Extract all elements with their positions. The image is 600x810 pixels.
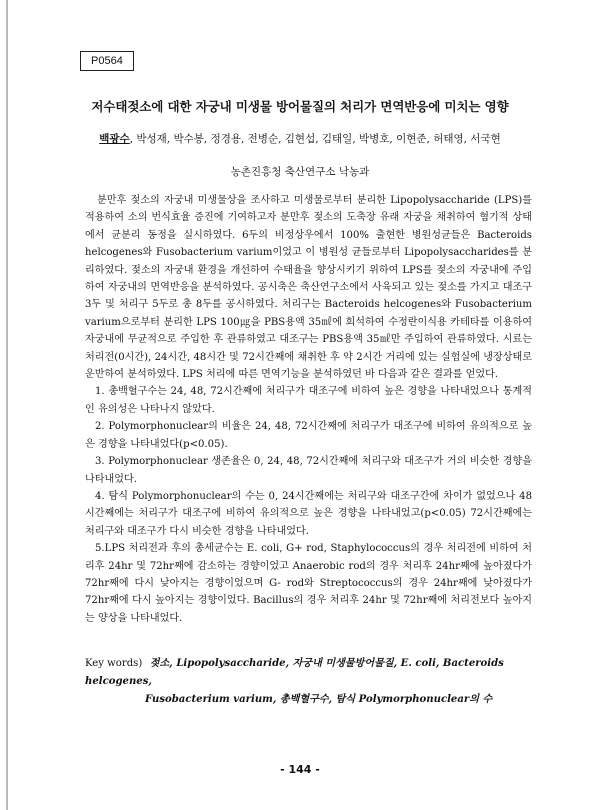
page-number: - 144 - [280,763,320,776]
keywords-line-1: 젖소, Lipopolysaccharide, 자궁내 미생물방어물질, E. coli, Bacteroids helcogenes, [85,658,504,687]
affiliation: 농촌진흥청 축산연구소 낙농과 [230,166,370,178]
result-item-5: 5.LPS 처리전과 후의 총세균수는 E. coli, G+ rod, Staphylococcus의 경우 처리전에 비하여 처리후 24hr 및 72hr째에 감소하는 경향이었고 Anaerobic rod의 경우 처리후 24hr째에 높아졌다가 72hr째에 다시 낮아지는 경향이었으며 G- rod와 Streptococcus의 경우 24hr째에 낮아졌다가 72hr째에 다시 높아지는 경향이었다. Bacillus의 경우 처리후 24hr 및 72hr째에 처리전보다 높아지는 양상을 나타내었다. [85,543,532,624]
keywords-label: Key words) [85,658,143,669]
keywords [85,655,532,709]
result-item-2: 2. Polymorphonuclear의 비율은 24, 48, 72시간째에 처리구가 대조구에 비하여 유의적으로 높은 경향을 나타내었다(p<0.05). [85,421,532,450]
abstract-body [85,192,532,627]
result-item-3: 3. Polymorphonuclear 생존율은 0, 24, 48, 72시간째에 처리구와 대조구가 거의 비슷한 경향을 나타내었다. [85,456,532,485]
result-item-4: 4. 탐식 Polymorphonuclear의 수는 0, 24시간째에는 처리구와 대조구간에 차이가 없었으나 48시간째에는 처리구가 대조구에 비하여 유의적으로 높은 경향을 나타내었고(p<0.05) 72시간째에는 처리구와 대조구가 다시 비슷한 경향을 나타내었다. [85,490,532,537]
abstract-code-box: P0564 [80,51,134,71]
co-authors: , 박성재, 박수봉, 정경용, 전병순, 김현섭, 김태일, 박병호, 이현준, 허태영, 서국현 [129,133,501,145]
keywords-line-2: Fusobacterium varium, 총백혈구수, 탐식 Polymorphonuclear의 수 [145,694,493,705]
page-edge-border [6,0,8,810]
presenting-author: 백광수 [99,133,130,145]
paper-title: 저수태젖소에 대한 자궁내 미생물 방어물질의 처리가 면역반응에 미치는 영향 [91,99,509,114]
result-item-1: 1. 총백혈구수는 24, 48, 72시간째에 처리구가 대조구에 비하여 높은 경향을 나타내었으나 통계적인 유의성은 나타나지 않았다. [85,386,532,415]
intro-paragraph: 분만후 젖소의 자궁내 미생물상을 조사하고 미생물로부터 분리한 Lipopolysaccharide (LPS)를 적용하여 소의 번식효율 증진에 기여하고자 분만후 젖소의 도축장 유래 자궁을 채취하여 혐기적 상태에서 균분리 동정을 실시하였다. 6두의 비정상우에서 100% 출현한 병원성균들은 Bacteroids helcogenes와 Fusobacterium varium이었고 이 병원성 균들로부터 Lipopolysaccharides를 분리하였다. 젖소의 자궁내 환경을 개선하여 수태율을 향상시키기 위하여 LPS를 젖소의 자궁내에 주입하여 자궁내의 면역반응을 분석하였다. 공시축은 축산연구소에서 사육되고 있는 젖소를 가지고 대조구 3두 및 처리구 5두로 총 8두를 공시하였다. 처리구는 Bacteroids helcogenes와 Fusobacterium varium으로부터 분리한 LPS 100㎍을 PBS용액 35㎖에 희석하여 수정란이식용 카테타를 이용하여 자궁내에 무균적으로 주입한 후 관류하였고 대조구는 PBS용액 35㎖만 주입하여 관류하였다. 시료는 처리전(0시간), 24시간, 48시간 및 72시간째에 채취한 후 약 2시간 거리에 있는 실험실에 냉장상태로 운반하여 분석하였다. LPS 처리에 따른 면역기능을 분석하였던 바 다음과 같은 결과를 얻었다. [85,195,532,381]
author-list [40,131,560,146]
